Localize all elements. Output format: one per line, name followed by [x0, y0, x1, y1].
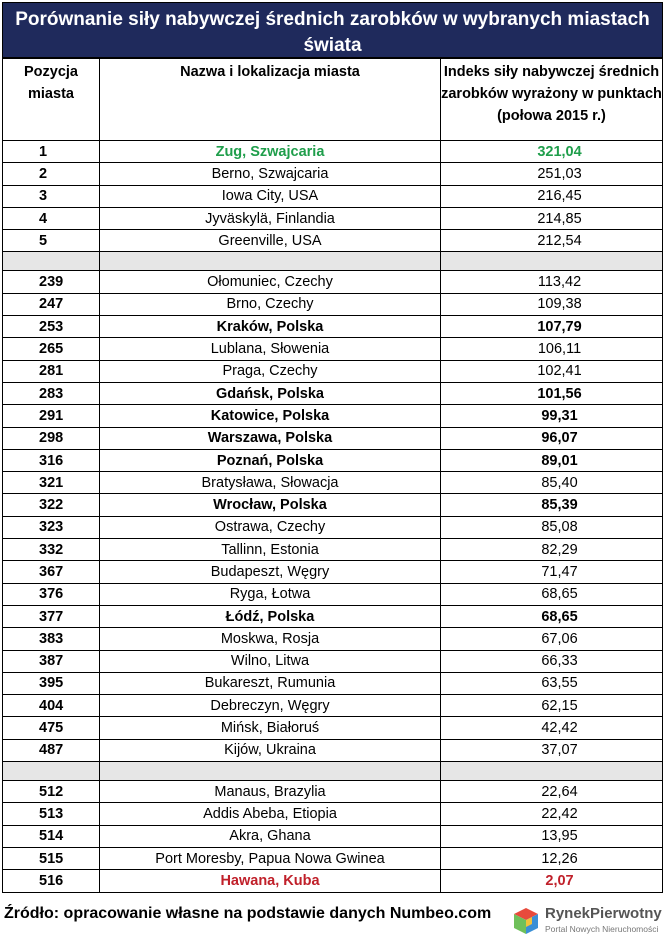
- table-row: [3, 516, 663, 538]
- table-row: [3, 382, 663, 404]
- row-index: 12,26: [441, 847, 663, 869]
- row-position: 367: [3, 561, 100, 583]
- table-header-row: [3, 59, 663, 141]
- row-city: Bukareszt, Rumunia: [100, 672, 441, 694]
- row-position: 281: [3, 360, 100, 382]
- source-note: Źródło: opracowanie własne na podstawie danych Numbeo.com: [4, 905, 492, 922]
- table-row: [3, 717, 663, 739]
- row-position: 323: [3, 516, 100, 538]
- table-row: [3, 825, 663, 847]
- row-index: 22,64: [441, 781, 663, 803]
- row-position: 283: [3, 382, 100, 404]
- row-index: 101,56: [441, 382, 663, 404]
- table-row: [3, 847, 663, 869]
- row-position: 395: [3, 672, 100, 694]
- table-row: [3, 163, 663, 185]
- row-position: 239: [3, 271, 100, 293]
- row-index: 109,38: [441, 293, 663, 315]
- row-position: 321: [3, 472, 100, 494]
- row-city: Greenville, USA: [100, 230, 441, 252]
- logo-tagline: Portal Nowych Nieruchomości: [545, 924, 659, 934]
- ranking-table: [2, 58, 663, 893]
- table-row: [3, 293, 663, 315]
- row-position: 514: [3, 825, 100, 847]
- row-city: Ostrawa, Czechy: [100, 516, 441, 538]
- row-city: Gdańsk, Polska: [100, 382, 441, 404]
- table-row: [3, 427, 663, 449]
- row-index: 66,33: [441, 650, 663, 672]
- row-city: Praga, Czechy: [100, 360, 441, 382]
- row-index: 251,03: [441, 163, 663, 185]
- row-city: Zug, Szwajcaria: [100, 141, 441, 163]
- row-position: 487: [3, 739, 100, 761]
- row-city: Lublana, Słowenia: [100, 338, 441, 360]
- row-city: Kraków, Polska: [100, 316, 441, 338]
- row-city: Hawana, Kuba: [100, 870, 441, 892]
- row-city: Iowa City, USA: [100, 185, 441, 207]
- table-row: [3, 605, 663, 627]
- row-position: 376: [3, 583, 100, 605]
- row-position: 291: [3, 405, 100, 427]
- row-city: Poznań, Polska: [100, 449, 441, 471]
- row-index: 96,07: [441, 427, 663, 449]
- row-city: Bratysława, Słowacja: [100, 472, 441, 494]
- table-row: [3, 360, 663, 382]
- row-position: 265: [3, 338, 100, 360]
- row-city: Debreczyn, Węgry: [100, 695, 441, 717]
- row-index: 99,31: [441, 405, 663, 427]
- row-index: 62,15: [441, 695, 663, 717]
- row-city: Wrocław, Polska: [100, 494, 441, 516]
- table-row: [3, 561, 663, 583]
- separator-cell: [100, 252, 441, 271]
- table-row: [3, 695, 663, 717]
- row-index: 212,54: [441, 230, 663, 252]
- header-city: Nazwa i lokalizacja miasta: [100, 59, 441, 141]
- table-row: [3, 338, 663, 360]
- table-row: [3, 141, 663, 163]
- row-index: 71,47: [441, 561, 663, 583]
- row-position: 3: [3, 185, 100, 207]
- table-row: [3, 230, 663, 252]
- row-index: 42,42: [441, 717, 663, 739]
- table-row: [3, 870, 663, 892]
- row-city: Port Moresby, Papua Nowa Gwinea: [100, 847, 441, 869]
- separator-row: [3, 762, 663, 781]
- row-index: 82,29: [441, 539, 663, 561]
- row-index: 321,04: [441, 141, 663, 163]
- row-index: 102,41: [441, 360, 663, 382]
- row-position: 377: [3, 605, 100, 627]
- row-position: 298: [3, 427, 100, 449]
- row-city: Warszawa, Polska: [100, 427, 441, 449]
- row-index: 89,01: [441, 449, 663, 471]
- row-position: 515: [3, 847, 100, 869]
- row-city: Manaus, Brazylia: [100, 781, 441, 803]
- row-index: 85,39: [441, 494, 663, 516]
- row-position: 322: [3, 494, 100, 516]
- row-city: Brno, Czechy: [100, 293, 441, 315]
- table-row: [3, 650, 663, 672]
- table-row: [3, 472, 663, 494]
- table-row: [3, 583, 663, 605]
- table-row: [3, 672, 663, 694]
- row-index: 63,55: [441, 672, 663, 694]
- separator-cell: [441, 252, 663, 271]
- row-position: 1: [3, 141, 100, 163]
- separator-cell: [3, 762, 100, 781]
- row-index: 37,07: [441, 739, 663, 761]
- row-city: Budapeszt, Węgry: [100, 561, 441, 583]
- row-city: Kijów, Ukraina: [100, 739, 441, 761]
- table-row: [3, 405, 663, 427]
- rynekpierwotny-logo[interactable]: [511, 904, 667, 940]
- row-city: Jyväskylä, Finlandia: [100, 207, 441, 229]
- row-city: Akra, Ghana: [100, 825, 441, 847]
- row-index: 22,42: [441, 803, 663, 825]
- row-city: Moskwa, Rosja: [100, 628, 441, 650]
- table-row: [3, 316, 663, 338]
- separator-cell: [100, 762, 441, 781]
- row-position: 253: [3, 316, 100, 338]
- table-row: [3, 449, 663, 471]
- row-city: Ołomuniec, Czechy: [100, 271, 441, 293]
- table-row: [3, 185, 663, 207]
- row-index: 2,07: [441, 870, 663, 892]
- table-row: [3, 539, 663, 561]
- row-city: Addis Abeba, Etiopia: [100, 803, 441, 825]
- table-row: [3, 803, 663, 825]
- row-index: 106,11: [441, 338, 663, 360]
- header-position: Pozycja miasta: [3, 59, 100, 141]
- row-index: 85,08: [441, 516, 663, 538]
- row-city: Berno, Szwajcaria: [100, 163, 441, 185]
- row-position: 2: [3, 163, 100, 185]
- row-city: Ryga, Łotwa: [100, 583, 441, 605]
- row-position: 516: [3, 870, 100, 892]
- row-position: 247: [3, 293, 100, 315]
- comparison-table-container: [2, 2, 663, 893]
- table-row: [3, 739, 663, 761]
- row-city: Łódź, Polska: [100, 605, 441, 627]
- row-index: 67,06: [441, 628, 663, 650]
- row-city: Mińsk, Białoruś: [100, 717, 441, 739]
- header-index: Indeks siły nabywczej średnich zarobków wyrażony w punktach (połowa 2015 r.): [441, 59, 663, 141]
- table-row: [3, 494, 663, 516]
- row-index: 107,79: [441, 316, 663, 338]
- logo-name: RynekPierwotny: [545, 905, 662, 922]
- row-position: 513: [3, 803, 100, 825]
- row-position: 387: [3, 650, 100, 672]
- separator-cell: [441, 762, 663, 781]
- table-row: [3, 207, 663, 229]
- row-index: 68,65: [441, 605, 663, 627]
- row-index: 68,65: [441, 583, 663, 605]
- separator-cell: [3, 252, 100, 271]
- row-index: 85,40: [441, 472, 663, 494]
- row-index: 13,95: [441, 825, 663, 847]
- row-position: 5: [3, 230, 100, 252]
- table-row: [3, 271, 663, 293]
- row-position: 475: [3, 717, 100, 739]
- row-position: 332: [3, 539, 100, 561]
- row-city: Wilno, Litwa: [100, 650, 441, 672]
- row-position: 404: [3, 695, 100, 717]
- row-position: 512: [3, 781, 100, 803]
- row-index: 214,85: [441, 207, 663, 229]
- row-position: 4: [3, 207, 100, 229]
- table-row: [3, 628, 663, 650]
- row-index: 216,45: [441, 185, 663, 207]
- row-index: 113,42: [441, 271, 663, 293]
- cube-logo-icon: [511, 906, 541, 936]
- separator-row: [3, 252, 663, 271]
- row-position: 316: [3, 449, 100, 471]
- table-row: [3, 781, 663, 803]
- row-city: Katowice, Polska: [100, 405, 441, 427]
- row-position: 383: [3, 628, 100, 650]
- row-city: Tallinn, Estonia: [100, 539, 441, 561]
- page-title: Porównanie siły nabywczej średnich zarobków w wybranych miastach świata: [2, 2, 663, 58]
